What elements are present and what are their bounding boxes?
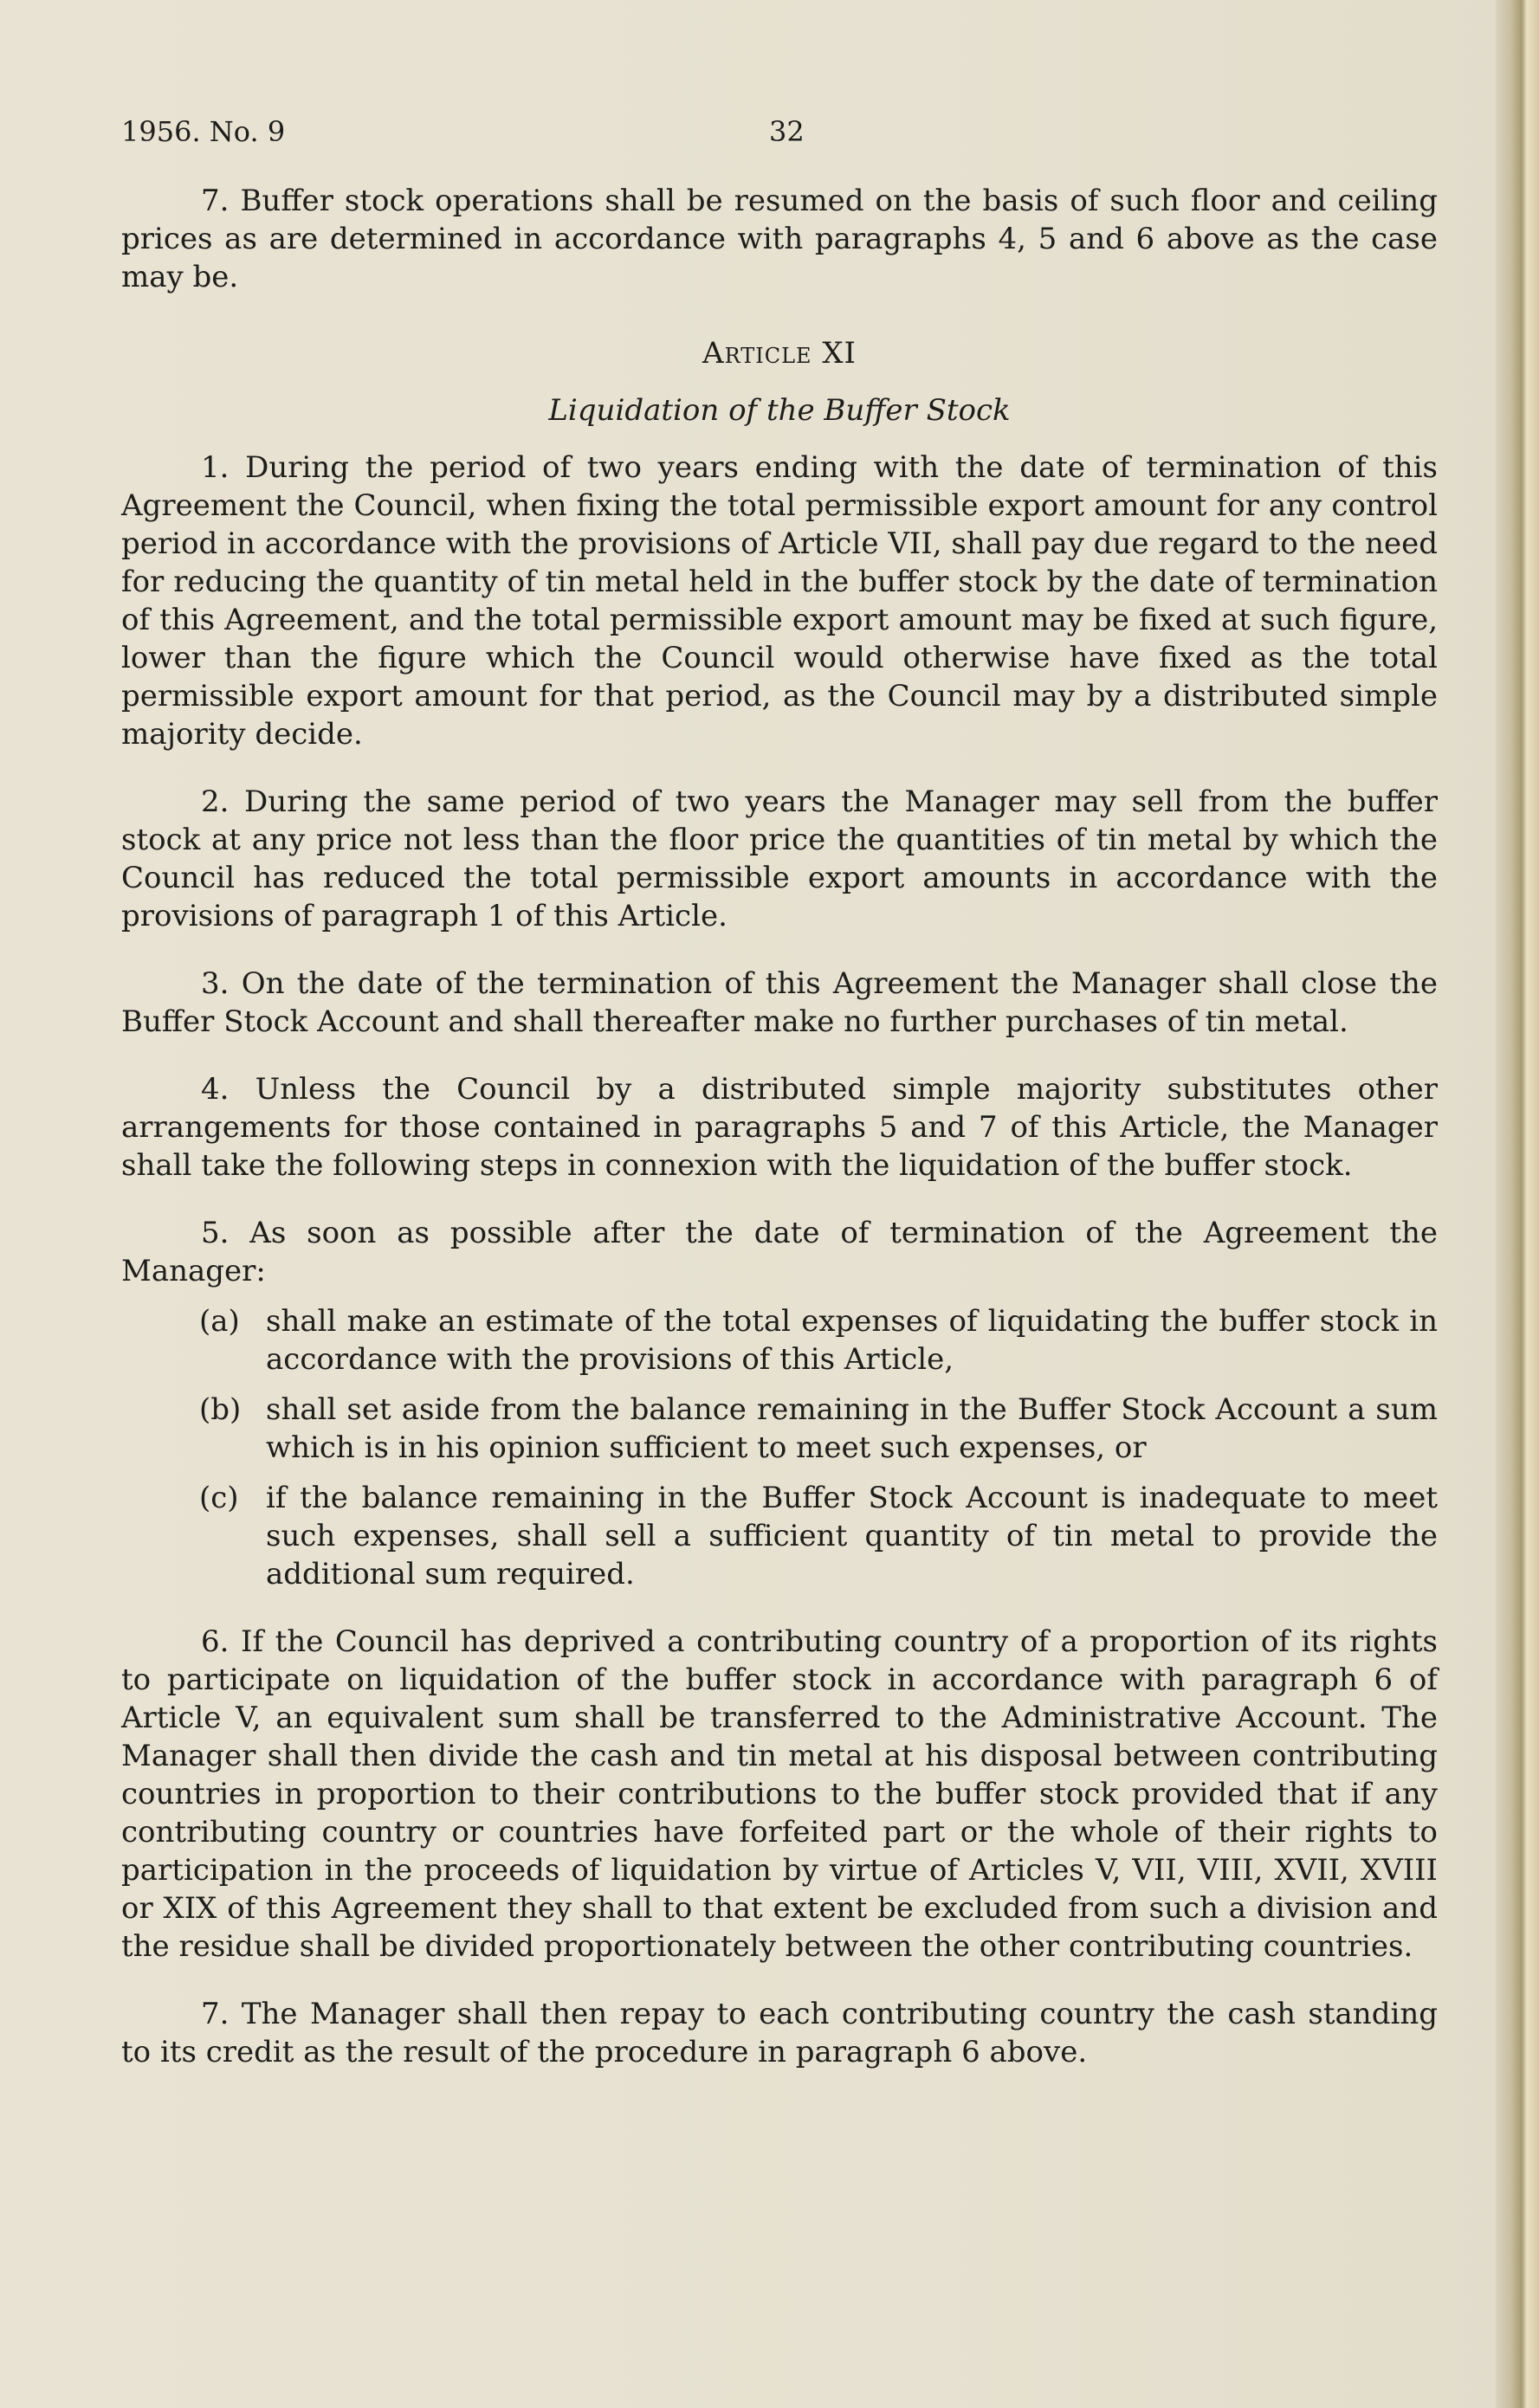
paragraph-5: 5. As soon as possible after the date of termination of the Agreement the Manager: xyxy=(121,1216,1438,1288)
paragraph-4: 4. Unless the Council by a distributed simple majority substitutes other arrangements for those contained in paragraphs 5 and 7 of this Article, the Manager shall take the following steps in connexion with the liquidation of the buffer stock. xyxy=(121,1072,1438,1183)
list-item-text: shall set aside from the balance remaining in the Buffer Stock Account a sum which is in his opinion sufficient to meet such expenses, or xyxy=(266,1392,1438,1465)
paragraph-7-resume: 7. Buffer stock operations shall be resumed on the basis of such floor and ceiling prices as are determined in accordance with paragraphs 4, 5 and 6 above as the case may be. xyxy=(121,184,1438,294)
list-item-label: (b) xyxy=(199,1392,242,1427)
list-item-text: shall make an estimate of the total expenses of liquidating the buffer stock in accordance with the provisions of this Article, xyxy=(266,1304,1438,1377)
document-body xyxy=(121,182,1438,2071)
list-item-label: (a) xyxy=(199,1304,240,1339)
paragraph-3: 3. On the date of the termination of this Agreement the Manager shall close the Buffer Stock Account and shall thereafter make no further purchases of tin metal. xyxy=(121,966,1438,1039)
running-head xyxy=(121,115,1455,150)
paragraph-7: 7. The Manager shall then repay to each contributing country the cash standing to its credit as the result of the procedure in paragraph 6 above. xyxy=(121,1997,1438,2069)
paragraph-1: 1. During the period of two years ending with the date of termination of this Agreement the Council, when fixing the total permissible export amount for any control period in accordance with the provisions of Article VII, shall pay due regard to the need for reducing the quantity of tin metal held in the buffer stock by the date of termination of this Agreement, and the total permissible export amount may be fixed at such figure, lower than the figure which the Council would otherwise have fixed as the total permissible export amount for that period, as the Council may by a distributed simple majority decide. xyxy=(121,450,1438,752)
page-edge-shadow xyxy=(1496,0,1539,2408)
list-item-a xyxy=(121,1302,1438,1378)
document-reference: 1956. No. 9 xyxy=(121,115,286,148)
list-item-b xyxy=(121,1391,1438,1467)
list-item-text: if the balance remaining in the Buffer Stock Account is inadequate to meet such expenses, shall sell a sufficient quantity of tin metal to provide the additional sum required. xyxy=(266,1481,1438,1591)
page-number: 32 xyxy=(769,115,805,148)
paragraph-2: 2. During the same period of two years the Manager may sell from the buffer stock at any price not less than the floor price the quantities of tin metal by which the Council has reduced the total permissible export amounts in accordance with the provisions of paragraph 1 of this Article. xyxy=(121,784,1438,933)
list-item-label: (c) xyxy=(199,1481,239,1515)
article-title: Article XI xyxy=(702,336,857,371)
article-subtitle: Liquidation of the Buffer Stock xyxy=(548,393,1011,428)
paragraph-6: 6. If the Council has deprived a contributing country of a proportion of its rights to participate on liquidation of the buffer stock in accordance with paragraph 6 of Article V, an equivalent sum shall be transferred to the Administrative Account. The Manager shall then divide the cash and tin metal at his disposal between contributing countries in proportion to their contributions to the buffer stock provided that if any contributing country or countries have forfeited part or the whole of their rights to participation in the proceeds of liquidation by virtue of Articles V, VII, VIII, XVII, XVIII or XIX of this Agreement they shall to that extent be excluded from such a division and the residue shall be divided proportionately between the other contributing countries. xyxy=(121,1624,1438,1964)
list-item-c xyxy=(121,1479,1438,1593)
